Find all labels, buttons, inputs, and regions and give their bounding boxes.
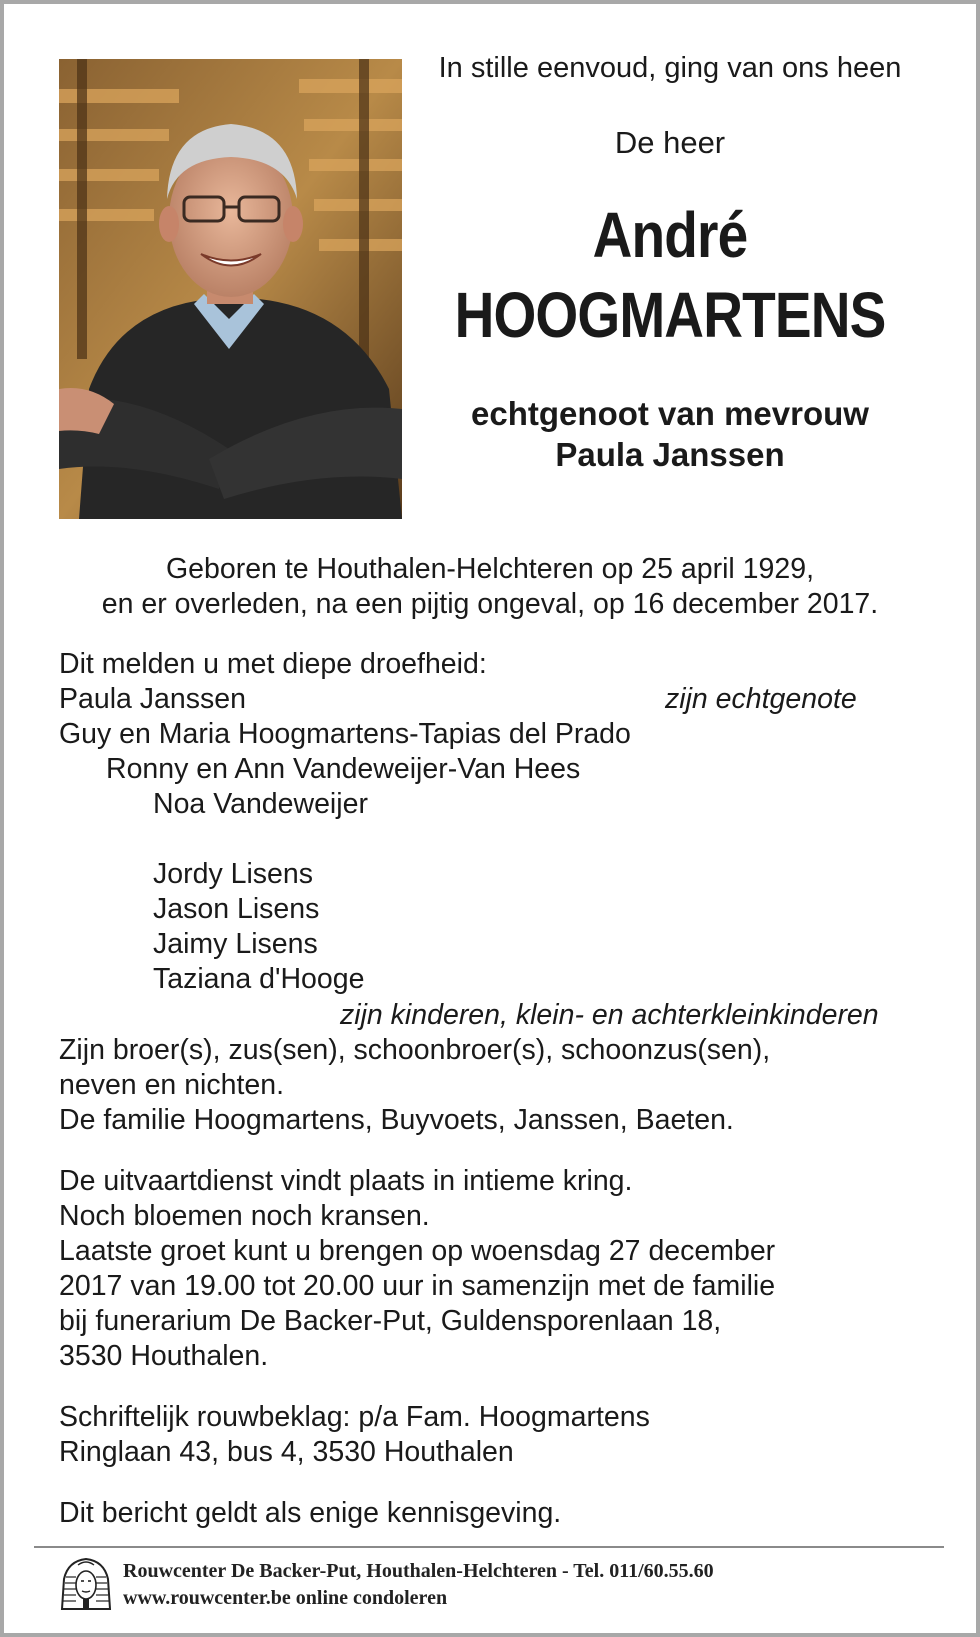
service-line: Laatste groet kunt u brengen op woensdag 27 december <box>59 1235 776 1267</box>
footer-line-1: Rouwcenter De Backer-Put, Houthalen-Helchteren - Tel. 011/60.55.60 <box>123 1560 714 1582</box>
service-line: 2017 van 19.00 tot 20.00 uur in samenzijn met de familie <box>59 1270 776 1302</box>
spouse-line-1: echtgenoot van mevrouw <box>471 395 869 432</box>
family-member: Jordy Lisens <box>153 858 313 890</box>
spouse-name: Paula Janssen <box>59 683 246 715</box>
family-others: De familie Hoogmartens, Buyvoets, Janssen, Baeten. <box>59 1104 734 1136</box>
closing-text: Dit bericht geldt als enige kennisgeving. <box>59 1497 562 1529</box>
footer-divider <box>34 1546 944 1548</box>
members-role: zijn kinderen, klein- en achterkleinkinderen <box>340 999 879 1031</box>
family-intro: Dit melden u met diepe droefheid: <box>59 648 487 680</box>
family-member: Guy en Maria Hoogmartens-Tapias del Prado <box>59 718 631 750</box>
spouse-role: zijn echtgenote <box>665 683 857 715</box>
service-line: 3530 Houthalen. <box>59 1340 269 1372</box>
family-others: Zijn broer(s), zus(sen), schoonbroer(s), schoonzus(sen), <box>59 1034 771 1066</box>
family-member: Taziana d'Hooge <box>153 963 365 995</box>
lead-text: In stille eenvoud, ging van ons heen <box>438 52 902 84</box>
family-member: Jason Lisens <box>153 893 320 925</box>
spouse-line-2: Paula Janssen <box>555 436 785 473</box>
birth-line-1: Geboren te Houthalen-Helchteren op 25 april 1929, <box>165 553 814 585</box>
service-line: Noch bloemen noch kransen. <box>59 1200 430 1232</box>
birth-line-2: en er overleden, na een pijtig ongeval, op 16 december 2017. <box>101 588 879 620</box>
family-member: Noa Vandeweijer <box>153 788 368 820</box>
family-member: Jaimy Lisens <box>153 928 318 960</box>
rouwcenter-logo-icon <box>58 1557 114 1613</box>
family-others: neven en nichten. <box>59 1069 285 1101</box>
service-line: De uitvaartdienst vindt plaats in intieme kring. <box>59 1165 633 1197</box>
portrait-photo <box>59 59 402 519</box>
last-name: HOOGMARTENS <box>454 279 886 351</box>
condolence-line: Schriftelijk rouwbeklag: p/a Fam. Hoogmartens <box>59 1401 650 1433</box>
title-text: De heer <box>614 125 726 160</box>
footer-line-2: www.rouwcenter.be online condoleren <box>123 1587 448 1609</box>
service-line: bij funerarium De Backer-Put, Guldensporenlaan 18, <box>59 1305 722 1337</box>
family-member: Ronny en Ann Vandeweijer-Van Hees <box>106 753 581 785</box>
condolence-line: Ringlaan 43, bus 4, 3530 Houthalen <box>59 1436 514 1468</box>
first-name: André <box>592 199 748 271</box>
